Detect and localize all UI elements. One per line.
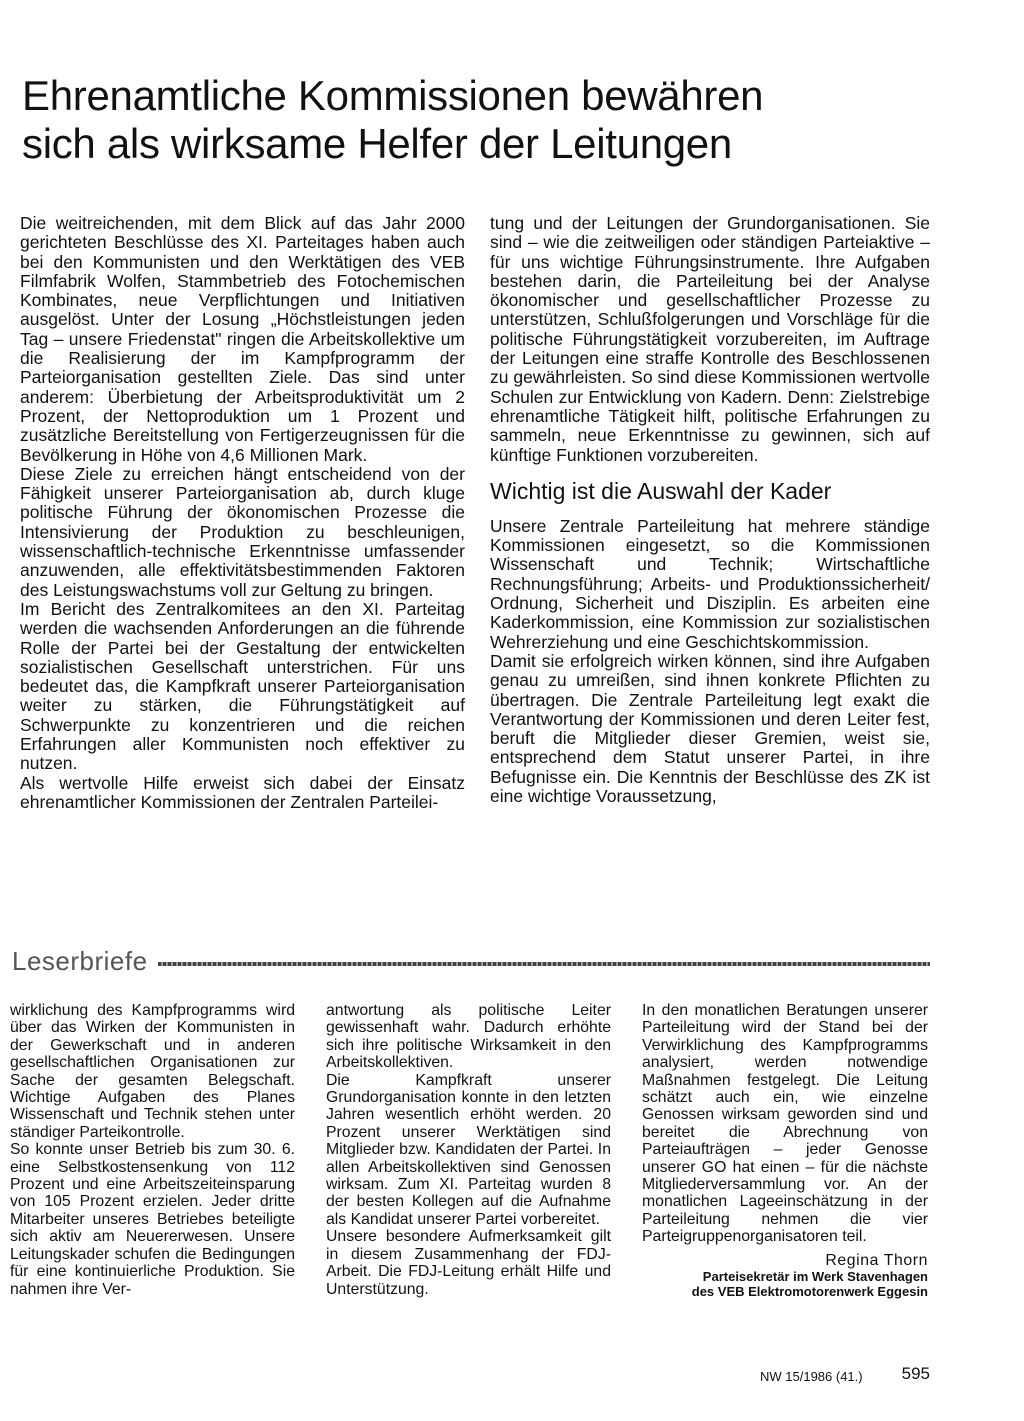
article-column-right xyxy=(490,214,930,806)
paragraph: Unsere besondere Aufmerksamkeit gilt in diesem Zusammenhang der FDJ-Arbeit. Die FDJ-Leitung erhält Hilfe und Unterstützung. xyxy=(326,1228,611,1298)
letters-column-3 xyxy=(642,1002,928,1299)
section-label: Leserbriefe xyxy=(12,945,148,976)
paragraph: Damit sie erfolgreich wirken können, sind ihre Aufgaben genau zu umreißen, sind ihnen konkrete Pflichten zu übertragen. Die Zentrale Parteileitung legt exakt die Verantwortung der Kommissionen und deren Leiter fest, beruft die Mitglieder dieser Gremien, weist sie, entsprechend dem Statut unserer Partei, in ihre Befugnisse ein. Die Kenntnis der Beschlüsse des ZK ist eine wichtige Voraussetzung, xyxy=(490,650,930,807)
paragraph: Unsere Zentrale Parteileitung hat mehrere ständige Kommissionen eingesetzt, so die Kommissionen Wissenschaft und Technik; Wirtschaftliche Rechnungsführung; Arbeits- und Produktionssicherheit/ Ordnung, Sicherheit und Disziplin. Es arbeiten eine Kaderkommission, eine Kommission zur sozialistischen Wehrerziehung und eine Geschichtskommission. xyxy=(490,515,930,652)
paragraph: antwortung als politische Leiter gewissenhaft wahr. Dadurch erhöhte sich ihre politische Wirksamkeit in den Arbeitskollektiven. xyxy=(326,1002,611,1072)
section-rule xyxy=(158,962,930,966)
paragraph: Als wertvolle Hilfe erweist sich dabei der Einsatz ehrenamtlicher Kommissionen der Zentralen Parteilei- xyxy=(20,772,465,812)
issue-number: NW 15/1986 (41.) xyxy=(760,1369,863,1384)
signature-name: Regina Thorn xyxy=(825,1251,928,1269)
page-footer xyxy=(760,1360,930,1384)
letters-column-1 xyxy=(10,1002,295,1298)
article-column-left xyxy=(20,214,465,812)
paragraph: Im Bericht des Zentralkomitees an den XI. Parteitag werden die wachsenden Anforderungen an die führende Rolle der Partei bei der Gestaltung der entwickelten sozialistischen Gesellschaft unterstrichen. Für uns bedeutet das, die Kampfkraft unserer Parteiorganisation weiter zu stärken, die Führungstätigkeit auf Schwerpunkte zu konzentrieren und die reichen Erfahrungen aller Kommunisten noch effektiver zu nutzen. xyxy=(20,598,465,774)
page-number: 595 xyxy=(901,1364,930,1383)
paragraph: wirklichung des Kampfprogramms wird über das Wirken der Kommunisten in der Gewerkschaft und in anderen gesellschaftlichen Organisationen zur Sache der gesamten Belegschaft. Wichtige Aufgaben des Planes Wissenschaft und Technik stehen unter ständiger Parteikontrolle. xyxy=(10,1002,295,1141)
signature-role: des VEB Elektromotorenwerk Eggesin xyxy=(691,1284,928,1300)
paragraph: In den monatlichen Beratungen unserer Parteileitung wird der Stand bei der Verwirklichung des Kampfprogramms analysiert, werden notwendige Maßnahmen festgelegt. Die Leitung schätzt auch ein, wie einzelne Genossen wirksam geworden sind und bereitet die Abrechnung von Parteiaufträgen – jeder Genosse unserer GO hat einen – für die nächste Mitgliederversammlung vor. An der monatlichen Lageeinschätzung in der Parteileitung nehmen die vier Parteigruppenorganisatoren teil. xyxy=(642,1002,928,1246)
signature-role: Parteisekretär im Werk Stavenhagen xyxy=(702,1269,928,1285)
paragraph: tung und der Leitungen der Grundorganisationen. Sie sind – wie die zeitweiligen oder ständigen Parteiaktive – für uns wichtige Führungsinstrumente. Ihre Aufgaben bestehen darin, die Parteileitung bei der Analyse ökonomischer und gesellschaftlicher Prozesse zu unterstützen, Schlußfolgerungen und Vorschläge für die politische Führungstätigkeit vorzubereiten, im Auftrage der Leitungen eine straffe Kontrolle des Beschlossenen zu gewährleisten. So sind diese Kommissionen wertvolle Schulen zur Entwicklung von Kadern. Denn: Zielstrebige ehrenamtliche Tätigkeit hilft, politische Erfahrungen zu sammeln, neue Erkenntnisse zu gewinnen, sich auf künftige Funktionen vorzubereiten. xyxy=(490,213,930,465)
article-subheading: Wichtig ist die Auswahl der Kader xyxy=(490,477,832,504)
paragraph: So konnte unser Betrieb bis zum 30. 6. eine Selbstkostensenkung von 112 Prozent und eine Arbeitszeiteinsparung von 105 Prozent erzielen. Jeder dritte Mitarbeiter unseres Betriebes beteiligte sich aktiv am Neuererwesen. Unsere Leitungskader schufen die Bedingungen für eine kontinuierliche Produktion. Sie nahmen ihre Ver- xyxy=(10,1141,295,1298)
paragraph: Die Kampfkraft unserer Grundorganisation konnte in den letzten Jahren wesentlich erhöht werden. 20 Prozent unserer Werktätigen sind Mitglieder bzw. Kandidaten der Partei. In allen Arbeitskollektiven sind Genossen wirksam. Zum XI. Parteitag wurden 8 der besten Kollegen auf die Aufnahme als Kandidat unserer Partei vorbereitet. xyxy=(326,1071,611,1228)
title-line: sich als wirksame Helfer der Leitungen xyxy=(22,120,732,167)
paragraph: Diese Ziele zu erreichen hängt entscheidend von der Fähigkeit unserer Parteiorganisation ab, durch kluge politische Führung der ökonomischen Prozesse die Intensivierung der Produktion zu beschleunigen, wissenschaftlich-technische Erkenntnisse umfassender anzuwenden, alle effektivitätsbestimmenden Faktoren des Leistungswachstums voll zur Geltung zu bringen. xyxy=(20,463,465,600)
article-title xyxy=(22,72,982,168)
letters-section-header xyxy=(12,946,930,976)
title-line: Ehrenamtliche Kommissionen bewähren xyxy=(22,72,764,119)
letters-column-2 xyxy=(326,1002,611,1298)
paragraph: Die weitreichenden, mit dem Blick auf das Jahr 2000 gerichteten Beschlüsse des XI. Parteitages haben auch bei den Kommunisten und den Werktätigen des VEB Filmfabrik Wolfen, Stammbetrieb des Fotochemischen Kombinates, neue Verpflichtungen und Initiativen ausgelöst. Unter der Losung „Höchstleistungen jeden Tag – unsere Friedenstat" ringen die Arbeitskollektive um die Realisierung der im Kampfprogramm der Parteiorganisation gestellten Ziele. Das sind unter anderem: Überbietung der Arbeitsproduktivität um 2 Prozent, der Nettoproduktion um 1 Prozent und zusätzliche Bereitstellung von Fertigerzeugnissen für die Bevölkerung in Höhe von 4,6 Millionen Mark. xyxy=(20,213,465,465)
